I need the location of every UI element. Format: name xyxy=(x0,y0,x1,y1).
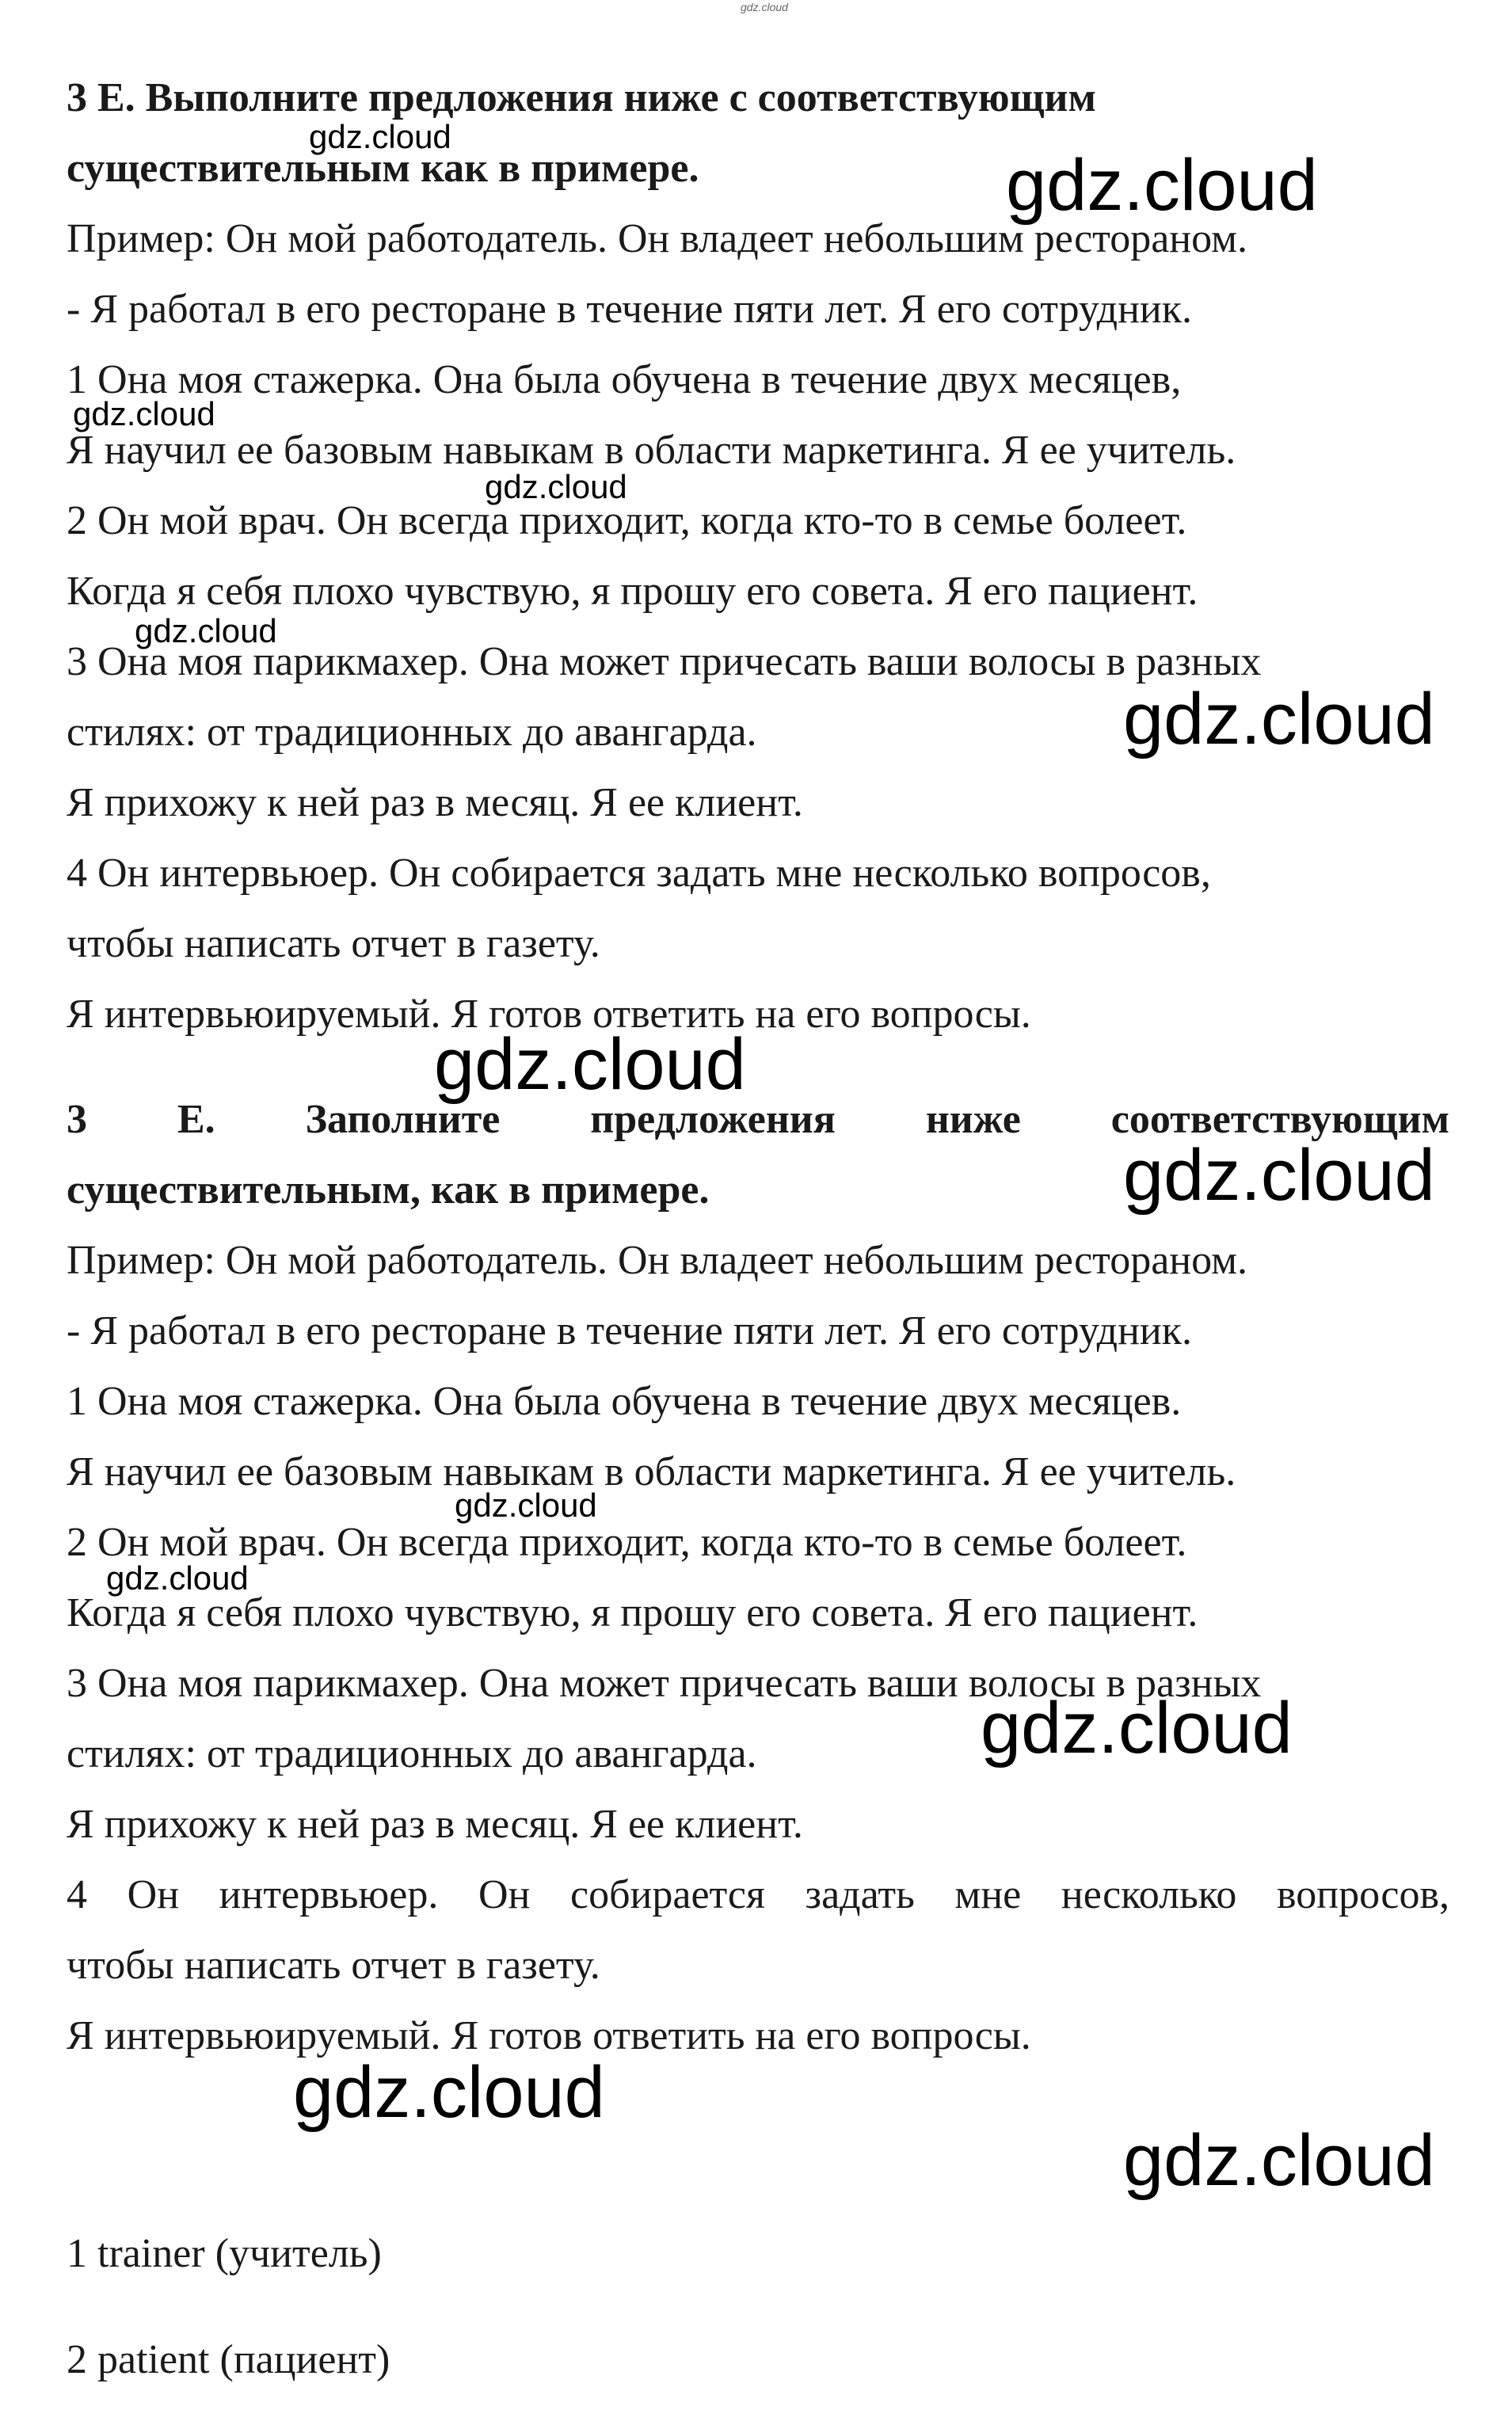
section2-line: 4 Он интервьюер. Он собирается задать мне несколько вопросов, xyxy=(67,1872,1449,1917)
section1-line: чтобы написать отчет в газету. xyxy=(67,921,600,966)
section1-line: 1 Она моя стажерка. Она была обучена в течение двух месяцев, xyxy=(67,357,1182,402)
section1-line: стилях: от традиционных до авангарда. xyxy=(67,710,757,755)
section1-line: Когда я себя плохо чувствую, я прошу его совета. Я его пациент. xyxy=(67,569,1198,614)
section2-line: Я прихожу к ней раз в месяц. Я ее клиент. xyxy=(67,1802,803,1847)
section2-line: Я научил ее базовым навыкам в области маркетинга. Я ее учитель. xyxy=(67,1449,1236,1494)
section1-line: Я прихожу к ней раз в месяц. Я ее клиент. xyxy=(67,780,803,825)
section2-line: - Я работал в его ресторане в течение пяти лет. Я его сотрудник. xyxy=(67,1308,1192,1353)
section2-line: 1 Она моя стажерка. Она была обучена в течение двух месяцев. xyxy=(67,1379,1182,1424)
answer-item: 2 patient (пациент) xyxy=(67,2337,390,2382)
section2-line: Когда я себя плохо чувствую, я прошу его совета. Я его пациент. xyxy=(67,1590,1198,1635)
watermark: gdz.cloud xyxy=(1123,1135,1435,1216)
watermark: gdz.cloud xyxy=(1006,145,1318,226)
header-watermark: gdz.cloud xyxy=(741,1,788,13)
watermark: gdz.cloud xyxy=(106,1559,249,1597)
watermark: gdz.cloud xyxy=(981,1688,1293,1768)
section2-line: 2 Он мой врач. Он всегда приходит, когда кто-то в семье болеет. xyxy=(67,1520,1187,1565)
watermark: gdz.cloud xyxy=(135,612,277,649)
section2-title-line1: 3 Е. Заполните предложения ниже соответствующим xyxy=(67,1097,1449,1142)
section1-line: Я интервьюируемый. Я готов ответить на его вопросы. xyxy=(67,992,1031,1037)
section1-line: Я научил ее базовым навыкам в области маркетинга. Я ее учитель. xyxy=(67,428,1236,473)
section1-line: 4 Он интервьюер. Он собирается задать мне несколько вопросов, xyxy=(67,851,1211,896)
section2-line: чтобы написать отчет в газету. xyxy=(67,1943,600,1988)
section2-line: Я интервьюируемый. Я готов ответить на его вопросы. xyxy=(67,2013,1031,2058)
watermark: gdz.cloud xyxy=(1123,679,1435,760)
watermark: gdz.cloud xyxy=(434,1024,746,1105)
section1-line: 2 Он мой врач. Он всегда приходит, когда кто-то в семье болеет. xyxy=(67,498,1187,543)
section2-title-line2: существительным, как в примере. xyxy=(67,1167,710,1213)
answer-item: 1 trainer (учитель) xyxy=(67,2231,382,2276)
watermark: gdz.cloud xyxy=(1123,2120,1435,2201)
section1-line: Пример: Он мой работодатель. Он владеет небольшим рестораном. xyxy=(67,216,1248,261)
section1-title-line2: существительным как в примере. xyxy=(67,146,699,191)
watermark: gdz.cloud xyxy=(309,118,451,155)
section1-line: - Я работал в его ресторане в течение пяти лет. Я его сотрудник. xyxy=(67,287,1192,332)
section2-line: стилях: от традиционных до авангарда. xyxy=(67,1731,757,1776)
section2-line: Пример: Он мой работодатель. Он владеет небольшим рестораном. xyxy=(67,1238,1248,1283)
watermark: gdz.cloud xyxy=(485,468,627,505)
section2-line: 3 Она моя парикмахер. Она может причесать ваши волосы в разных xyxy=(67,1661,1262,1706)
watermark: gdz.cloud xyxy=(455,1487,597,1524)
section1-title-line1: 3 Е. Выполните предложения ниже с соответствующим xyxy=(67,75,1096,120)
watermark: gdz.cloud xyxy=(73,395,215,432)
section1-line: 3 Она моя парикмахер. Она может причесать ваши волосы в разных xyxy=(67,639,1262,684)
watermark: gdz.cloud xyxy=(293,2052,605,2133)
